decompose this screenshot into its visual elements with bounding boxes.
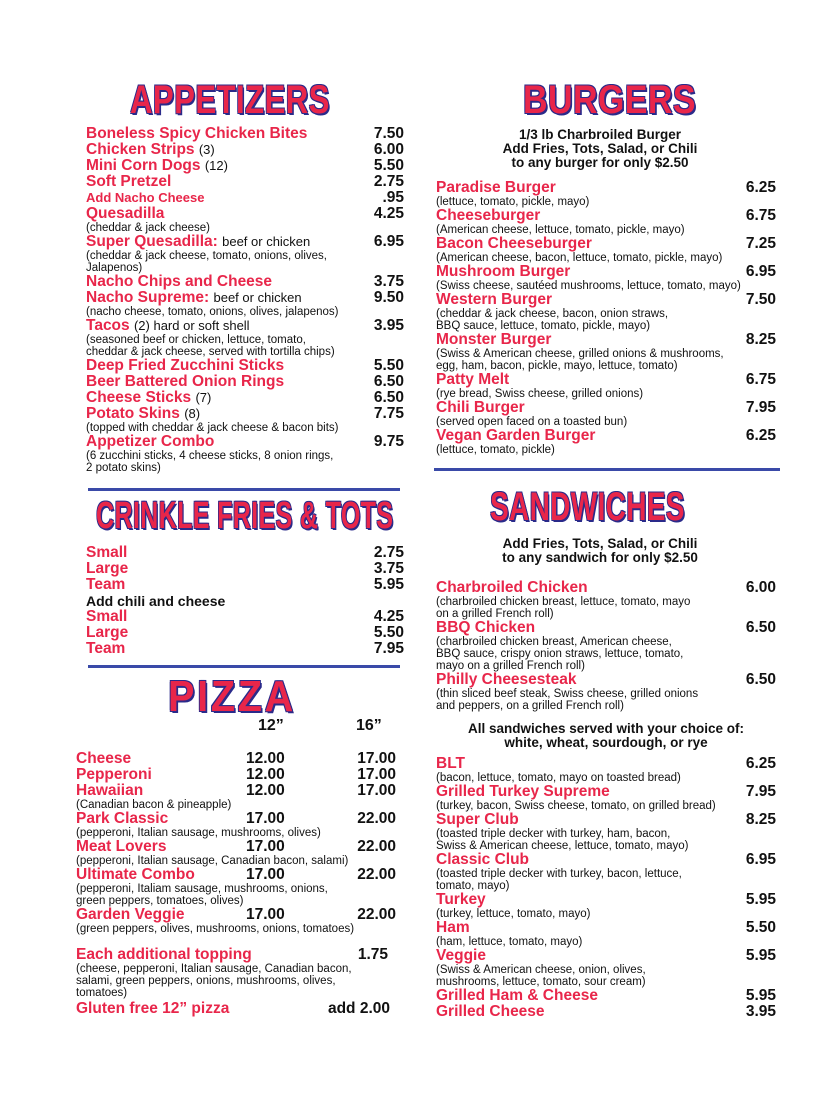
item-name: Small [86,608,128,625]
menu-item [86,577,404,593]
item-name: Super Club [436,811,519,828]
item-description: (turkey, bacon, Swiss cheese, tomato, on grilled bread) [436,800,716,812]
price-12: 17.00 [246,810,285,827]
menu-item [86,190,404,206]
menu-item [86,206,404,222]
item-name: Ultimate Combo [76,866,195,883]
item-price: 5.95 [745,987,776,1004]
item-price: 7.95 [745,783,776,800]
item-description: (served open faced on a toasted bun) [436,416,628,428]
item-description: (Canadian bacon & pineapple) [76,799,232,811]
item-price: 7.95 [373,640,404,657]
item-description: (rye bread, Swiss cheese, grilled onions) [436,388,644,400]
item-description: (6 zucchini sticks, 4 cheese sticks, 8 onion rings, [86,450,334,462]
menu-item [436,812,776,828]
item-description: (cheddar & jack cheese) [86,222,211,234]
item-description: (Swiss & American cheese, onion, olives, [436,964,646,976]
price-16: 22.00 [357,810,396,827]
menu-item [436,580,776,596]
item-price: 3.75 [373,560,404,577]
item-description: (cheddar & jack cheese, bacon, onion straws, [436,308,669,320]
item-description: mushrooms, lettuce, tomato, sour cream) [436,976,646,988]
item-price: 5.95 [373,576,404,593]
item-name: Super Quesadilla: [86,233,218,250]
menu-item [436,236,776,252]
item-name: Ham [436,919,470,936]
menu-item [436,332,776,348]
pizza-size-12: 12” [258,717,284,734]
item-name: Philly Cheesesteak [436,671,577,688]
price-16: 17.00 [357,782,396,799]
burgers-section [436,128,776,456]
item-price: 7.25 [745,235,776,252]
pizza-list [76,718,396,1017]
menu-item [76,767,396,783]
item-price: 3.95 [745,1003,776,1020]
menu-item [436,400,776,416]
menu-item [76,751,396,767]
item-name: Paradise Burger [436,179,556,196]
price-12: 12.00 [246,750,285,767]
item-price: 6.25 [745,755,776,772]
item-name: Mini Corn Dogs [86,157,201,174]
item-name: Charbroiled Chicken [436,579,588,596]
divider [88,665,400,668]
item-note: beef or chicken [222,234,311,249]
price-12: 17.00 [246,906,285,923]
pizza-title: PIZZA [168,672,296,721]
burger-intro-line: to any burger for only $2.50 [511,155,689,170]
item-price: 9.75 [373,433,404,450]
item-description: (charbroiled chicken breast, lettuce, tomato, mayo [436,596,691,608]
price-16: 17.00 [357,750,396,767]
item-price: 6.25 [745,427,776,444]
item-name: Potato Skins [86,405,180,422]
price-12: 17.00 [246,838,285,855]
item-name: Team [86,576,126,593]
item-price: 8.25 [745,811,776,828]
item-price: 7.50 [745,291,776,308]
price-16: 22.00 [357,906,396,923]
menu-item [86,374,404,390]
item-name: Grilled Cheese [436,1003,545,1020]
item-name: Chili Burger [436,399,525,416]
item-price: 6.95 [745,851,776,868]
menu-item [86,142,404,158]
menu-item [436,852,776,868]
menu-item [86,625,404,641]
menu-item [436,208,776,224]
menu-item [76,811,396,827]
item-description: 2 potato skins) [86,462,161,474]
menu-item [76,867,396,883]
menu-item [436,1004,776,1020]
price-12: 17.00 [246,866,285,883]
item-note: (12) [204,158,228,173]
item-description: (toasted triple decker with turkey, bacon, lettuce, [436,868,682,880]
fries-list [86,545,404,657]
menu-item [76,907,396,923]
item-name: Patty Melt [436,371,510,388]
pizza-gluten-free: Gluten free 12” pizza add 2.00 [76,1000,390,1017]
item-price: 9.50 [373,289,404,306]
item-price: 8.25 [745,331,776,348]
menu-item [86,358,404,374]
item-price: 7.50 [373,125,404,142]
item-name: Deep Fried Zucchini Sticks [86,357,285,374]
item-description: tomato, mayo) [436,880,510,892]
item-name: Large [86,560,129,577]
item-description: (turkey, lettuce, tomato, mayo) [436,908,591,920]
item-price: 5.50 [745,919,776,936]
fries-addon-label: Add chili and cheese [86,593,226,609]
item-name: Meat Lovers [76,838,167,855]
item-name: Turkey [436,891,486,908]
menu-item [436,892,776,908]
menu-item [86,609,404,625]
item-name: BBQ Chicken [436,619,536,636]
item-description: salami, green peppers, onions, mushrooms, olives, [76,975,336,987]
item-description: (pepperoni, Italiam sausage, mushrooms, onions, [76,883,328,895]
item-note: (3) [198,142,215,157]
sandwich-intro-line: to any sandwich for only $2.50 [502,550,698,565]
menu-item [436,372,776,388]
item-description: (ham, lettuce, tomato, mayo) [436,936,583,948]
item-description: (thin sliced beef steak, Swiss cheese, grilled onions [436,688,699,700]
item-description: egg, ham, bacon, pickle, mayo, lettuce, tomato) [436,360,678,372]
burger-intro-line: 1/3 lb Charbroiled Burger [518,127,682,142]
item-description: BBQ sauce, lettuce, tomato, pickle, mayo) [436,320,651,332]
menu-item [436,920,776,936]
bread-note-line: All sandwiches served with your choice of: [467,721,745,736]
item-description: (seasoned beef or chicken, lettuce, tomato, [86,334,306,346]
item-price: 6.95 [745,263,776,280]
menu-item [436,756,776,772]
item-price: 7.75 [373,405,404,422]
item-price: 6.50 [745,671,776,688]
item-name: Soft Pretzel [86,173,172,190]
menu-item [436,620,776,636]
item-price: 5.50 [373,157,404,174]
price-16: 17.00 [357,766,396,783]
item-price: 3.75 [373,273,404,290]
item-description: (cheese, pepperoni, Italian sausage, Canadian bacon, [76,963,352,975]
menu-item [86,545,404,561]
item-price: 5.50 [373,357,404,374]
price-12: 12.00 [246,782,285,799]
item-description: (topped with cheddar & jack cheese & bacon bits) [86,422,339,434]
menu-item [86,158,404,174]
item-price: 6.50 [373,389,404,406]
item-name: BLT [436,755,465,772]
fries-title: CRINKLE FRIES & TOTS [96,495,394,537]
menu-item [436,948,776,964]
menu-item [76,783,396,799]
sandwiches-title: SANDWICHES [490,485,685,529]
menu-item [436,428,776,444]
item-price: 6.50 [373,373,404,390]
item-name: Mushroom Burger [436,263,571,280]
item-description: (bacon, lettuce, tomato, mayo on toasted bread) [436,772,681,784]
item-description: Swiss & American cheese, lettuce, tomato, mayo) [436,840,689,852]
item-description: (Swiss & American cheese, grilled onions & mushrooms, [436,348,724,360]
item-name: Garden Veggie [76,906,185,923]
item-name: Grilled Turkey Supreme [436,783,610,800]
item-note: (8) [184,406,201,421]
item-name: Boneless Spicy Chicken Bites [86,125,308,142]
price-16: 22.00 [357,866,396,883]
item-note: (7) [195,390,212,405]
item-name: Grilled Ham & Cheese [436,987,598,1004]
item-name: Appetizer Combo [86,433,215,450]
menu-item [86,318,404,334]
item-description: (pepperoni, Italian sausage, Canadian bacon, salami) [76,855,349,867]
item-description: (toasted triple decker with turkey, ham, bacon, [436,828,671,840]
item-description: green peppers, tomatoes, olives) [76,895,244,907]
item-name: Classic Club [436,851,530,868]
item-name: Pepperoni [76,766,152,783]
item-note: (2) hard or soft shell [133,318,250,333]
item-name: Western Burger [436,291,552,308]
item-price: 5.95 [745,891,776,908]
sandwich-intro-line: Add Fries, Tots, Salad, or Chili [502,536,698,551]
divider [434,468,780,471]
item-name: Cheese [76,750,132,767]
menu-item [436,672,776,688]
menu-item [86,641,404,657]
item-name: Small [86,544,128,561]
item-price: 6.00 [373,141,404,158]
menu-item [86,390,404,406]
item-name: Monster Burger [436,331,552,348]
item-price: 4.25 [373,205,404,222]
item-price: 5.50 [373,624,404,641]
burger-intro-line: Add Fries, Tots, Salad, or Chili [502,141,698,156]
item-note: beef or chicken [213,290,302,305]
item-name: Bacon Cheeseburger [436,235,592,252]
menu-item [86,561,404,577]
item-description: mayo on a grilled French roll) [436,660,585,672]
pizza-topping: Each additional topping 1.75 [76,946,388,963]
menu-item [436,988,776,1004]
divider [88,488,400,491]
item-name: Nacho Chips and Cheese [86,273,273,290]
item-price: 6.75 [745,207,776,224]
item-price: 7.95 [745,399,776,416]
burgers-title: BURGERS [522,78,697,122]
item-name: Cheese Sticks [86,389,192,406]
item-description: (Swiss cheese, sautéed mushrooms, lettuce, tomato, mayo) [436,280,741,292]
item-price: 6.00 [745,579,776,596]
menu-item [86,274,404,290]
item-price: 3.95 [373,317,404,334]
bread-note-line: white, wheat, sourdough, or rye [504,735,708,750]
item-name: Large [86,624,129,641]
item-name: Quesadilla [86,205,165,222]
appetizers-list [86,126,404,474]
item-description: (pepperoni, Italian sausage, mushrooms, olives) [76,827,321,839]
menu-item [86,234,404,250]
item-description: (nacho cheese, tomato, onions, olives, jalapenos) [86,306,339,318]
item-name: Tacos [86,317,130,334]
menu-item [86,290,404,306]
item-name: Park Classic [76,810,169,827]
item-price: 6.50 [745,619,776,636]
item-price: .95 [382,189,404,206]
menu-item [86,434,404,450]
item-name: Beer Battered Onion Rings [86,373,285,390]
item-description: and peppers, on a grilled French roll) [436,700,624,712]
item-description: (lettuce, tomato, pickle) [436,444,555,456]
menu-item [436,180,776,196]
menu-item [86,126,404,142]
item-name: Nacho Supreme: [86,289,210,306]
item-price: 2.75 [373,173,404,190]
item-name: Vegan Garden Burger [436,427,596,444]
item-name: Hawaiian [76,782,144,799]
sandwiches-section [436,537,776,1020]
item-price: 5.95 [745,947,776,964]
item-name: Team [86,640,126,657]
menu-item [436,264,776,280]
item-description: (American cheese, lettuce, tomato, pickle, mayo) [436,224,685,236]
item-description: on a grilled French roll) [436,608,554,620]
menu-item [436,292,776,308]
menu-item [76,839,396,855]
item-name: Chicken Strips [86,141,195,158]
item-name: Add Nacho Cheese [86,190,205,205]
item-price: 6.75 [745,371,776,388]
item-price: 6.25 [745,179,776,196]
item-description: (charbroiled chicken breast, American cheese, [436,636,672,648]
item-price: 4.25 [373,608,404,625]
price-12: 12.00 [246,766,285,783]
item-name: Cheeseburger [436,207,541,224]
item-price: 6.95 [373,233,404,250]
item-description: (cheddar & jack cheese, tomato, onions, olives, [86,250,327,262]
menu-item [86,406,404,422]
item-price: 2.75 [373,544,404,561]
item-description: (American cheese, bacon, lettuce, tomato, pickle, mayo) [436,252,723,264]
item-description: BBQ sauce, crispy onion straws, lettuce, tomato, [436,648,684,660]
item-description: Jalapenos) [86,262,143,274]
item-description: cheddar & jack cheese, served with tortilla chips) [86,346,335,358]
item-description: (green peppers, olives, mushrooms, onions, tomatoes) [76,923,355,935]
price-16: 22.00 [357,838,396,855]
menu-item [86,174,404,190]
item-description: (lettuce, tomato, pickle, mayo) [436,196,590,208]
menu-item [436,784,776,800]
pizza-size-16: 16” [356,717,382,734]
appetizers-title: APPETIZERS [130,78,330,122]
item-description: tomatoes) [76,987,128,999]
item-name: Veggie [436,947,486,964]
